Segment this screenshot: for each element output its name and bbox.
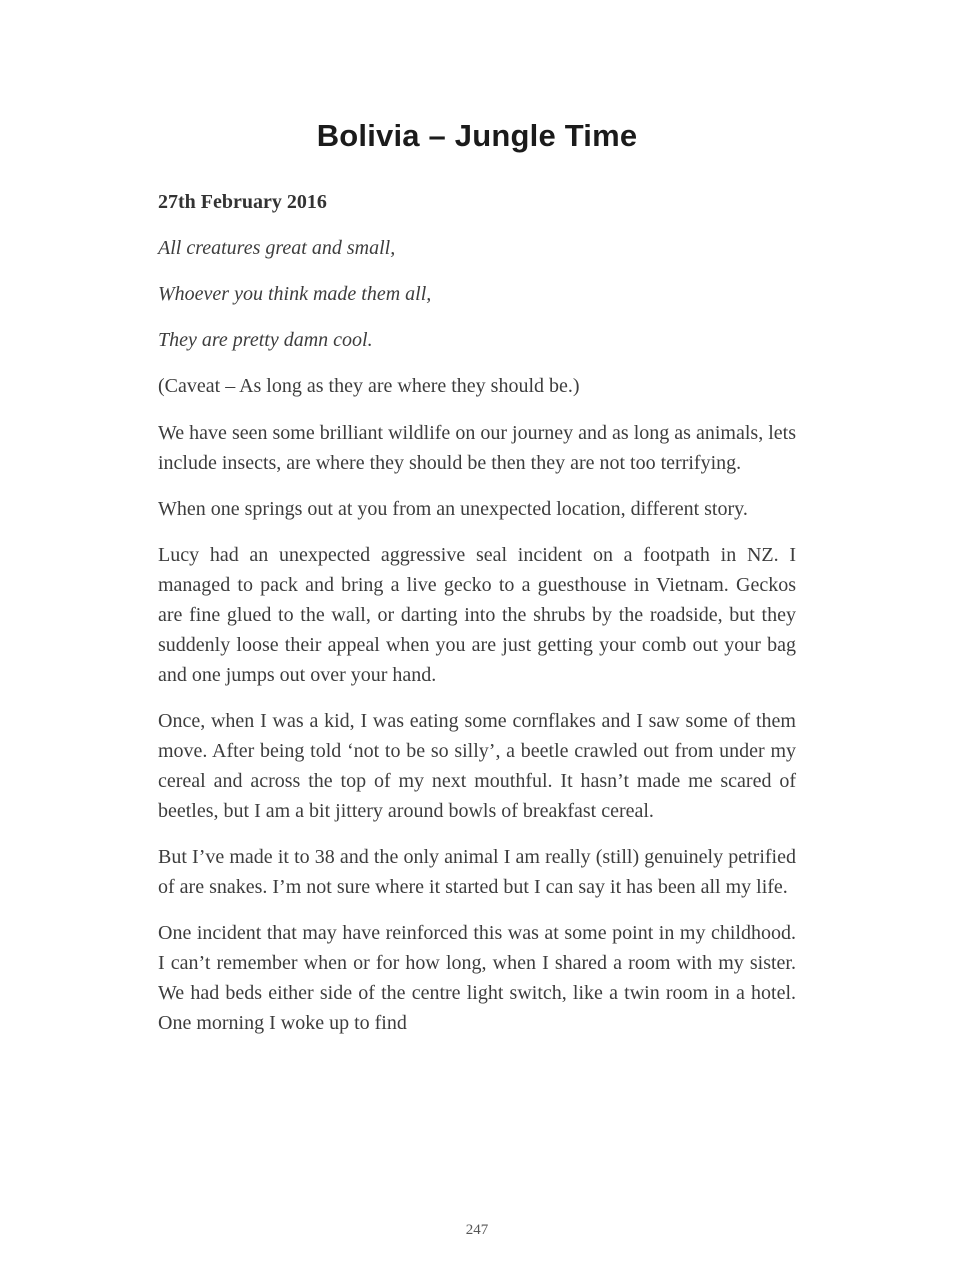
paragraph-cornflakes: Once, when I was a kid, I was eating some cornflakes and I saw some of them move. After being told ‘not to be so silly’, a beetle crawled out from under my cereal and across the top of my next mouthful. It hasn’t made me scared of beetles, but I am a bit jittery around bowls of breakfast cereal. xyxy=(158,710,796,822)
paragraph-gecko: Lucy had an unexpected aggressive seal incident on a footpath in NZ. I managed to pack and bring a live gecko to a guesthouse in Vietnam. Geckos are fine glued to the wall, or darting into the shrubs by the roadside, but they suddenly loose their appeal when you are just getting your comb out your bag and one jumps out over your hand. xyxy=(158,544,796,686)
page-number: 247 xyxy=(465,1222,489,1238)
paragraph-snakes: But I’ve made it to 38 and the only animal I am really (still) genuinely petrified of are snakes. I’m not sure where it started but I can say it has been all my life. xyxy=(158,846,796,898)
paragraph-childhood: One incident that may have reinforced this was at some point in my childhood. I can’t remember when or for how long, when I shared a room with my sister. We had beds either side of the centre light switch, like a twin room in a hotel. One morning I woke up to find xyxy=(158,922,796,1034)
page-content xyxy=(158,0,796,1054)
poem-line-1: All creatures great and small, xyxy=(158,237,396,259)
entry-date: 27th February 2016 xyxy=(158,191,327,213)
poem-line-3: They are pretty damn cool. xyxy=(158,329,373,351)
page-title: Bolivia – Jungle Time xyxy=(316,118,638,153)
paragraph-wildlife: We have seen some brilliant wildlife on our journey and as long as animals, lets include insects, are where they should be then they are not too terrifying. xyxy=(158,422,796,474)
paragraph-springs-out: When one springs out at you from an unexpected location, different story. xyxy=(158,498,748,520)
poem-line-2: Whoever you think made them all, xyxy=(158,283,432,305)
caveat-line: (Caveat – As long as they are where they should be.) xyxy=(158,375,580,397)
